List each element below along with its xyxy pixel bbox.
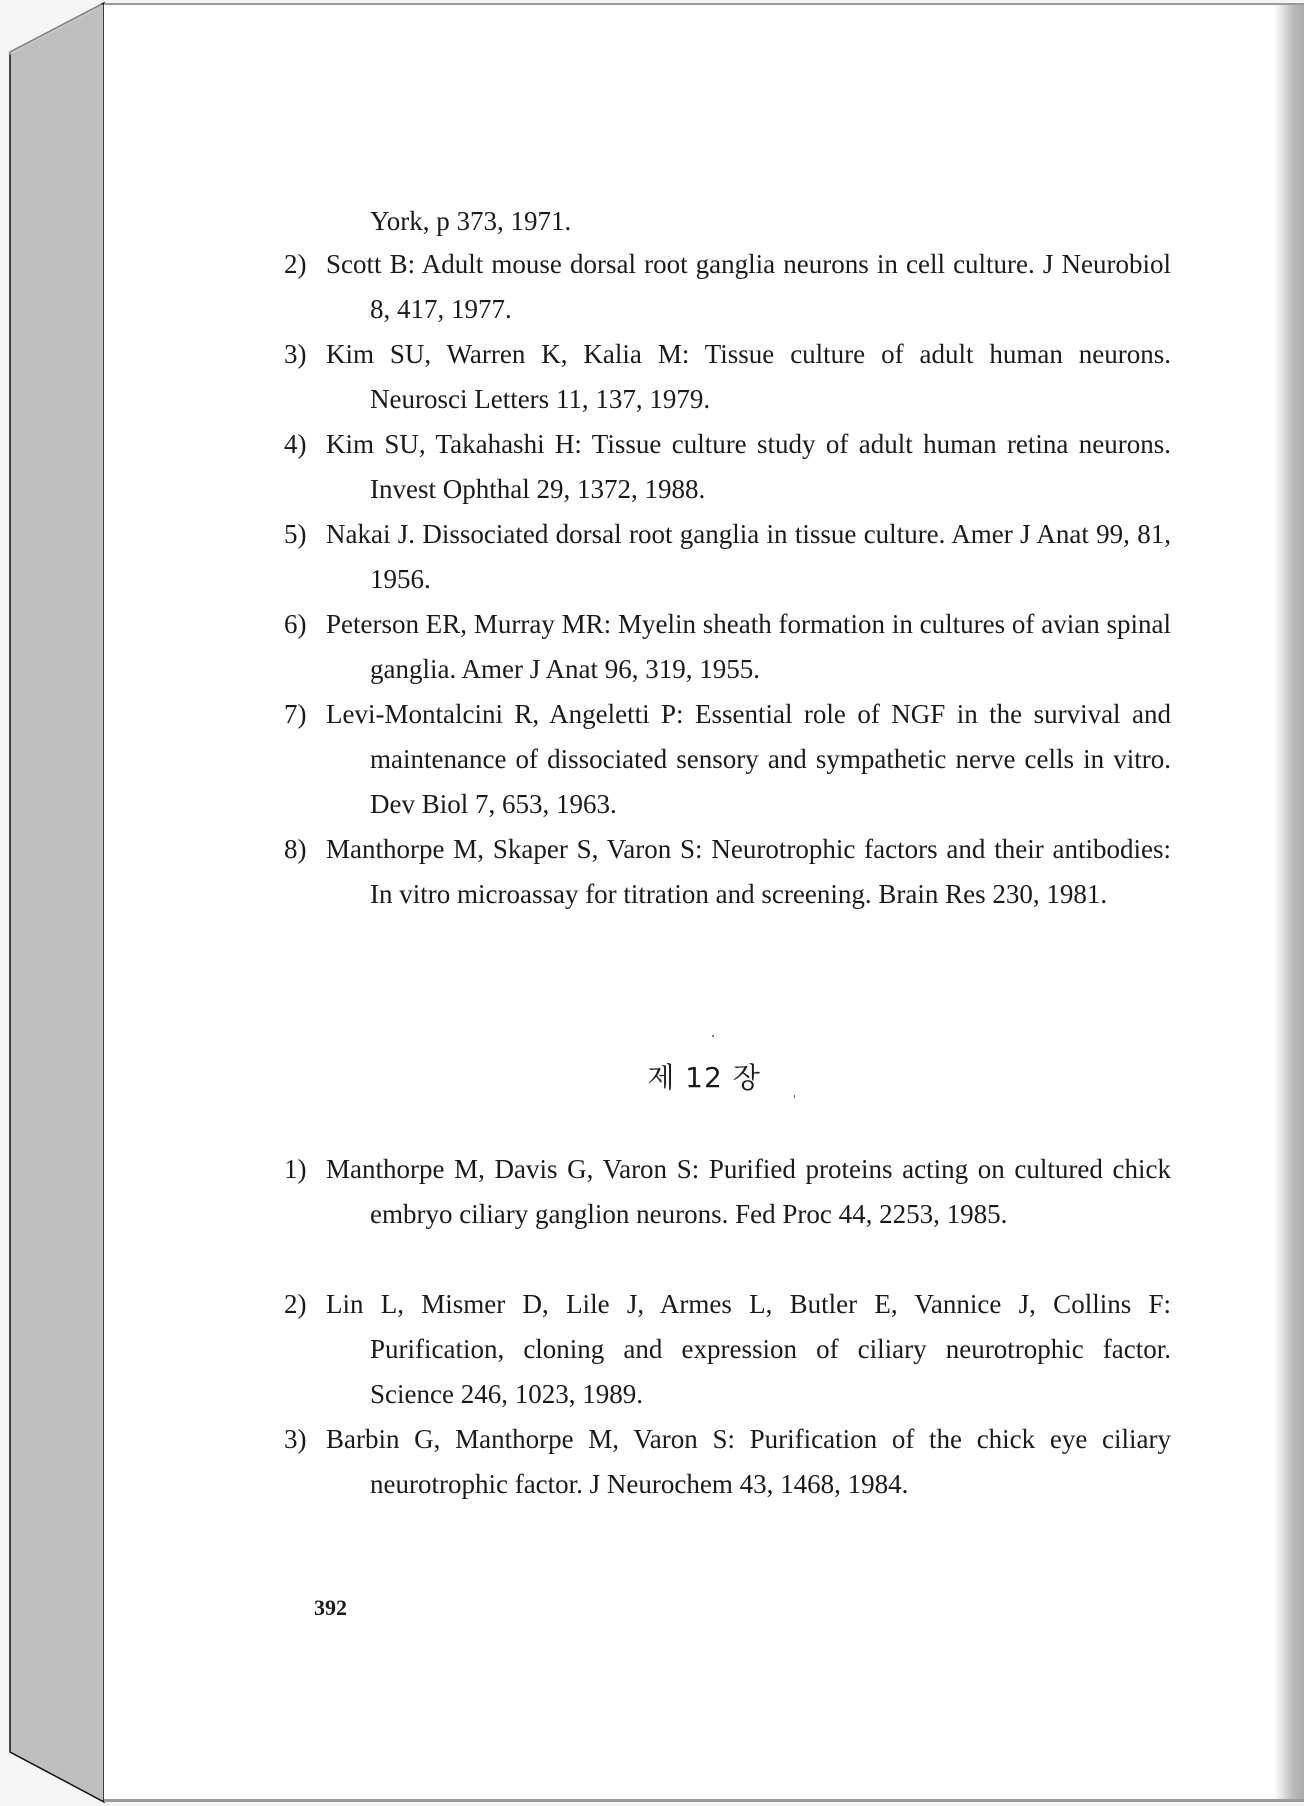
reference-text: Levi-Montalcini R, Angeletti P: Essential role of NGF in the survival and maintenance of dissociated sensory and sympathetic nerve cells in vitro. Dev Biol 7, 653, 1963. <box>326 699 1171 819</box>
reference-item <box>284 602 1171 692</box>
page-number: 392 <box>314 1595 347 1620</box>
book-page <box>104 3 1304 1802</box>
reference-text: Manthorpe M, Skaper S, Varon S: Neurotrophic factors and their antibodies: In vitro microassay for titration and screening. Brain Res 230, 1981. <box>326 834 1171 909</box>
reference-text: Kim SU, Takahashi H: Tissue culture study of adult human retina neurons. Invest Ophthal 29, 1372, 1988. <box>326 429 1171 504</box>
reference-item <box>284 1417 1171 1507</box>
reference-text: Lin L, Mismer D, Lile J, Armes L, Butler E, Vannice J, Collins F: Purification, cloning and expression of ciliary neurotrophic factor. Science 246, 1023, 1989. <box>326 1289 1171 1409</box>
reference-number: 4) <box>284 429 307 459</box>
reference-text: Scott B: Adult mouse dorsal root ganglia neurons in cell culture. J Neurobiol 8, 417, 1977. <box>326 249 1171 324</box>
reference-text: Nakai J. Dissociated dorsal root ganglia in tissue culture. Amer J Anat 99, 81, 1956. <box>326 519 1171 594</box>
reference-number: 7) <box>284 699 307 729</box>
reference-item <box>284 1147 1171 1237</box>
scan-speck <box>712 1035 714 1037</box>
reference-item <box>284 332 1171 422</box>
chapter-heading: 제 12 장 <box>647 1061 761 1094</box>
reference-number: 5) <box>284 519 307 549</box>
reference-item <box>284 512 1171 602</box>
reference-item <box>284 422 1171 512</box>
reference-number: 2) <box>284 1289 307 1319</box>
reference-text: Peterson ER, Murray MR: Myelin sheath formation in cultures of avian spinal ganglia. Amer J Anat 96, 319, 1955. <box>326 609 1171 684</box>
page-edge-shadow <box>1274 5 1304 1799</box>
reference-text: Barbin G, Manthorpe M, Varon S: Purification of the chick eye ciliary neurotrophic factor. J Neurochem 43, 1468, 1984. <box>326 1424 1171 1499</box>
reference-number: 2) <box>284 249 307 279</box>
reference-number: 3) <box>284 339 307 369</box>
reference-item <box>284 827 1171 917</box>
reference-text: Manthorpe M, Davis G, Varon S: Purified proteins acting on cultured chick embryo ciliary ganglion neurons. Fed Proc 44, 2253, 1985. <box>326 1154 1171 1229</box>
reference-item <box>284 242 1171 332</box>
scan-speck <box>794 1095 795 1098</box>
reference-item <box>284 1282 1171 1417</box>
reference-item <box>284 692 1171 827</box>
reference-number: 1) <box>284 1154 307 1184</box>
reference-number: 6) <box>284 609 307 639</box>
continuation-line: York, p 373, 1971. <box>370 206 572 236</box>
page-content <box>104 5 1304 1799</box>
reference-number: 3) <box>284 1424 307 1454</box>
reference-number: 8) <box>284 834 307 864</box>
reference-text: Kim SU, Warren K, Kalia M: Tissue culture of adult human neurons. Neurosci Letters 11, 137, 1979. <box>326 339 1171 414</box>
